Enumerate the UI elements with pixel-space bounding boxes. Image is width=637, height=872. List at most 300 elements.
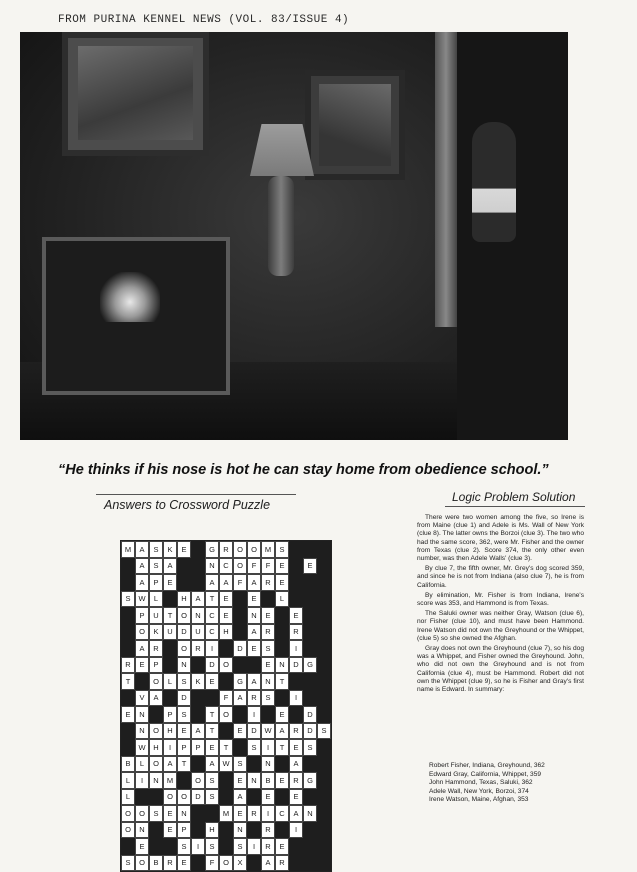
crossword-cell: O (135, 855, 149, 872)
crossword-black-cell (317, 756, 331, 773)
crossword-cell: A (135, 541, 149, 558)
crossword-black-cell (317, 607, 331, 624)
crossword-cell: E (303, 558, 317, 575)
crossword-cell: E (135, 657, 149, 674)
crossword-black-cell (303, 822, 317, 839)
crossword-cell: O (233, 541, 247, 558)
crossword-cell: A (135, 558, 149, 575)
crossword-cell: C (205, 624, 219, 641)
crossword-black-cell (121, 690, 135, 707)
crossword-black-cell (317, 657, 331, 674)
crossword-cell: M (219, 805, 233, 822)
crossword-cell: K (149, 624, 163, 641)
crossword-cell: E (261, 789, 275, 806)
logic-paragraph: There were two women among the five, so Irene is from Maine (clue 1) and Adele is Ms. Wall of New York (clue 8). The latter owns the Borzoi (clue 3). The two who had the same score, 362, were Mr. Fisher and the owner from Texas (clue 2). Score 374, the only other even number, was then Adele Walls' (clue 3). (417, 514, 584, 563)
crossword-cell: E (233, 723, 247, 740)
crossword-black-cell (205, 690, 219, 707)
crossword-cell: S (149, 558, 163, 575)
crossword-title: Answers to Crossword Puzzle (104, 498, 271, 512)
crossword-black-cell (317, 690, 331, 707)
crossword-cell: G (303, 772, 317, 789)
crossword-cell: E (275, 838, 289, 855)
crossword-black-cell (289, 541, 303, 558)
crossword-cell: A (275, 723, 289, 740)
crossword-cell: N (247, 607, 261, 624)
crossword-cell: E (275, 558, 289, 575)
crossword-black-cell (219, 640, 233, 657)
crossword-black-cell (303, 624, 317, 641)
logic-paragraph: Gray does not own the Greyhound (clue 7), so his dog was a Whippet, and Fisher owned the Greyhound. John, who did not own the Greyhound and is not from California (clue 4), must be Hammond. Robert did not own the Whippet (clue 9), so he is Fisher and Gray's first name is Edward. In summary: (417, 645, 584, 694)
crossword-cell: O (247, 541, 261, 558)
crossword-cell: M (121, 541, 135, 558)
crossword-cell: A (163, 558, 177, 575)
crossword-cell: D (289, 657, 303, 674)
crossword-black-cell (303, 574, 317, 591)
crossword-cell: S (149, 541, 163, 558)
crossword-cell: E (261, 607, 275, 624)
crossword-black-cell (219, 723, 233, 740)
crossword-black-cell (317, 640, 331, 657)
crossword-black-cell (303, 591, 317, 608)
crossword-black-cell (317, 772, 331, 789)
crossword-cell: E (219, 607, 233, 624)
crossword-cell: H (177, 591, 191, 608)
crossword-black-cell (121, 624, 135, 641)
crossword-black-cell (121, 739, 135, 756)
cartoon-caption: “He thinks if his nose is hot he can stay home from obedience school.” (58, 462, 549, 478)
crossword-cell: O (135, 624, 149, 641)
crossword-cell: O (149, 756, 163, 773)
crossword-black-cell (121, 723, 135, 740)
crossword-cell: S (303, 739, 317, 756)
crossword-cell: A (247, 574, 261, 591)
crossword-cell: E (205, 673, 219, 690)
crossword-black-cell (191, 558, 205, 575)
crossword-cell: L (163, 673, 177, 690)
crossword-black-cell (317, 838, 331, 855)
crossword-black-cell (303, 756, 317, 773)
crossword-black-cell (289, 855, 303, 872)
crossword-cell: R (163, 855, 177, 872)
crossword-black-cell (289, 673, 303, 690)
crossword-black-cell (191, 756, 205, 773)
crossword-cell: A (135, 640, 149, 657)
crossword-cell: E (275, 772, 289, 789)
crossword-black-cell (303, 855, 317, 872)
crossword-cell: O (219, 657, 233, 674)
crossword-cell: A (289, 756, 303, 773)
crossword-cell: O (149, 723, 163, 740)
crossword-cell: A (191, 591, 205, 608)
crossword-cell: W (135, 591, 149, 608)
crossword-cell: P (149, 657, 163, 674)
crossword-cell: K (191, 673, 205, 690)
crossword-cell: S (275, 541, 289, 558)
crossword-cell: R (289, 723, 303, 740)
crossword-cell: N (303, 805, 317, 822)
crossword-cell: T (275, 673, 289, 690)
lamp-base (268, 176, 294, 276)
crossword-cell: E (233, 805, 247, 822)
crossword-cell: A (261, 855, 275, 872)
crossword-cell: W (219, 756, 233, 773)
logic-title-rule (445, 506, 585, 507)
crossword-cell: N (135, 822, 149, 839)
crossword-black-cell (149, 822, 163, 839)
crossword-black-cell (135, 789, 149, 806)
crossword-cell: O (177, 607, 191, 624)
crossword-cell: L (121, 789, 135, 806)
crossword-cell: H (163, 723, 177, 740)
crossword-cell: N (135, 723, 149, 740)
crossword-cell: N (233, 822, 247, 839)
crossword-cell: A (163, 756, 177, 773)
crossword-cell: T (163, 607, 177, 624)
crossword-cell: O (135, 805, 149, 822)
crossword-cell: E (163, 805, 177, 822)
crossword-black-cell (275, 756, 289, 773)
crossword-cell: L (275, 591, 289, 608)
crossword-cell: R (261, 838, 275, 855)
crossword-cell: N (261, 756, 275, 773)
logic-paragraph: By clue 7, the fifth owner, Mr. Grey's dog scored 359, and since he is not from Indiana (also clue 7), he is from California. (417, 565, 584, 589)
crossword-cell: A (205, 574, 219, 591)
crossword-cell: L (135, 756, 149, 773)
crossword-black-cell (233, 706, 247, 723)
crossword-black-cell (317, 673, 331, 690)
crossword-black-cell (191, 690, 205, 707)
crossword-black-cell (121, 574, 135, 591)
crossword-cell: D (303, 706, 317, 723)
dog-figure (472, 122, 516, 242)
crossword-black-cell (303, 541, 317, 558)
crossword-cell: E (289, 607, 303, 624)
crossword-cell: R (191, 640, 205, 657)
crossword-cell: O (163, 789, 177, 806)
crossword-black-cell (233, 624, 247, 641)
crossword-cell: S (177, 838, 191, 855)
crossword-cell: H (219, 624, 233, 641)
summary-row: Irene Watson, Maine, Afghan, 353 (429, 796, 529, 804)
crossword-black-cell (149, 789, 163, 806)
crossword-black-cell (317, 855, 331, 872)
crossword-cell: H (149, 739, 163, 756)
crossword-cell: I (163, 739, 177, 756)
crossword-cell: E (219, 591, 233, 608)
crossword-black-cell (303, 673, 317, 690)
crossword-cell: I (191, 838, 205, 855)
fire-glow (100, 272, 160, 322)
crossword-cell: I (135, 772, 149, 789)
crossword-cell: V (135, 690, 149, 707)
summary-row: John Hammond, Texas, Saluki, 362 (429, 779, 533, 787)
crossword-cell: R (247, 690, 261, 707)
crossword-black-cell (317, 706, 331, 723)
crossword-cell: D (233, 640, 247, 657)
crossword-cell: A (247, 624, 261, 641)
crossword-cell: E (205, 739, 219, 756)
crossword-black-cell (275, 607, 289, 624)
crossword-cell: E (163, 822, 177, 839)
crossword-cell: L (121, 772, 135, 789)
crossword-cell: O (177, 789, 191, 806)
crossword-black-cell (303, 607, 317, 624)
crossword-cell: C (205, 607, 219, 624)
crossword-cell: S (149, 805, 163, 822)
logic-title: Logic Problem Solution (452, 490, 576, 504)
crossword-cell: N (275, 657, 289, 674)
crossword-black-cell (275, 690, 289, 707)
crossword-black-cell (261, 591, 275, 608)
crossword-cell: D (247, 723, 261, 740)
wall-painting-left (62, 32, 209, 156)
crossword-cell: D (177, 690, 191, 707)
crossword-black-cell (247, 822, 261, 839)
crossword-cell: N (191, 607, 205, 624)
crossword-cell: P (135, 607, 149, 624)
crossword-cell: W (135, 739, 149, 756)
crossword-cell: E (275, 706, 289, 723)
crossword-black-cell (121, 838, 135, 855)
crossword-grid (120, 540, 332, 872)
crossword-cell: D (191, 789, 205, 806)
crossword-cell: E (177, 855, 191, 872)
crossword-black-cell (177, 558, 191, 575)
crossword-cell: R (121, 657, 135, 674)
crossword-cell: A (191, 723, 205, 740)
crossword-black-cell (303, 690, 317, 707)
crossword-black-cell (121, 640, 135, 657)
crossword-cell: N (261, 673, 275, 690)
crossword-cell: E (121, 706, 135, 723)
crossword-black-cell (219, 772, 233, 789)
crossword-cell: C (219, 558, 233, 575)
crossword-cell: H (205, 822, 219, 839)
crossword-cell: E (261, 657, 275, 674)
crossword-black-cell (121, 558, 135, 575)
crossword-cell: I (261, 805, 275, 822)
crossword-black-cell (219, 838, 233, 855)
crossword-cell: M (261, 541, 275, 558)
crossword-cell: S (205, 789, 219, 806)
crossword-cell: E (177, 723, 191, 740)
crossword-black-cell (163, 657, 177, 674)
crossword-cell: T (121, 673, 135, 690)
crossword-cell: R (261, 574, 275, 591)
crossword-black-cell (191, 706, 205, 723)
crossword-cell: E (247, 591, 261, 608)
crossword-cell: A (233, 789, 247, 806)
crossword-cell: P (177, 739, 191, 756)
crossword-black-cell (219, 822, 233, 839)
crossword-cell: N (177, 805, 191, 822)
crossword-cell: O (219, 706, 233, 723)
crossword-black-cell (317, 624, 331, 641)
crossword-black-cell (303, 838, 317, 855)
crossword-cell: I (289, 822, 303, 839)
crossword-cell: O (191, 772, 205, 789)
crossword-cell: S (261, 690, 275, 707)
crossword-black-cell (303, 640, 317, 657)
crossword-cell: S (247, 739, 261, 756)
crossword-cell: S (121, 591, 135, 608)
crossword-black-cell (233, 739, 247, 756)
crossword-cell: F (205, 855, 219, 872)
crossword-cell: X (233, 855, 247, 872)
crossword-cell: L (149, 591, 163, 608)
crossword-cell: A (219, 574, 233, 591)
crossword-cell: T (177, 756, 191, 773)
crossword-cell: S (205, 772, 219, 789)
crossword-cell: B (121, 756, 135, 773)
crossword-black-cell (191, 805, 205, 822)
logic-summary (421, 762, 591, 805)
crossword-cell: P (191, 739, 205, 756)
crossword-black-cell (275, 624, 289, 641)
crossword-cell: A (135, 574, 149, 591)
crossword-black-cell (275, 822, 289, 839)
crossword-cell: S (261, 640, 275, 657)
door-frame (435, 32, 457, 327)
crossword-cell: T (205, 706, 219, 723)
crossword-black-cell (247, 855, 261, 872)
crossword-cell: O (121, 805, 135, 822)
crossword-black-cell (163, 838, 177, 855)
crossword-cell: P (163, 706, 177, 723)
crossword-cell: R (247, 805, 261, 822)
crossword-black-cell (191, 855, 205, 872)
crossword-black-cell (317, 822, 331, 839)
crossword-cell: R (289, 624, 303, 641)
crossword-cell: E (247, 640, 261, 657)
crossword-black-cell (135, 673, 149, 690)
wall-painting-right (305, 70, 405, 180)
crossword-black-cell (163, 640, 177, 657)
crossword-black-cell (191, 822, 205, 839)
crossword-black-cell (317, 541, 331, 558)
crossword-cell: D (303, 723, 317, 740)
crossword-cell: O (177, 640, 191, 657)
crossword-cell: A (233, 690, 247, 707)
summary-row: Adele Wall, New York, Borzoi, 374 (429, 787, 529, 795)
crossword-cell: W (261, 723, 275, 740)
crossword-cell: F (247, 558, 261, 575)
crossword-cell: C (275, 805, 289, 822)
crossword-cell: M (163, 772, 177, 789)
crossword-cell: S (233, 838, 247, 855)
crossword-black-cell (191, 541, 205, 558)
cartoon-photo (20, 32, 568, 440)
crossword-cell: U (149, 607, 163, 624)
crossword-black-cell (247, 756, 261, 773)
crossword-cell: S (317, 723, 331, 740)
crossword-cell: E (163, 574, 177, 591)
crossword-black-cell (303, 789, 317, 806)
crossword-cell: R (149, 640, 163, 657)
crossword-cell: T (219, 739, 233, 756)
crossword-cell: B (261, 772, 275, 789)
crossword-cell: I (247, 706, 261, 723)
crossword-black-cell (247, 789, 261, 806)
crossword-cell: R (289, 772, 303, 789)
crossword-black-cell (275, 789, 289, 806)
crossword-cell: T (205, 723, 219, 740)
crossword-cell: R (219, 541, 233, 558)
crossword-cell: N (149, 772, 163, 789)
crossword-black-cell (317, 591, 331, 608)
crossword-cell: T (205, 591, 219, 608)
crossword-black-cell (191, 657, 205, 674)
crossword-cell: A (247, 673, 261, 690)
crossword-black-cell (317, 558, 331, 575)
crossword-cell: O (121, 822, 135, 839)
crossword-black-cell (149, 706, 163, 723)
crossword-black-cell (163, 591, 177, 608)
crossword-cell: I (205, 640, 219, 657)
crossword-black-cell (219, 789, 233, 806)
crossword-black-cell (177, 772, 191, 789)
crossword-cell: F (233, 574, 247, 591)
crossword-black-cell (233, 591, 247, 608)
logic-paragraph: By elimination, Mr. Fisher is from Indiana, Irene's score was 353, and Hammond is from Texas. (417, 591, 584, 608)
crossword-cell: R (261, 624, 275, 641)
crossword-cell: A (149, 690, 163, 707)
crossword-cell: E (289, 789, 303, 806)
crossword-cell: I (261, 739, 275, 756)
crossword-cell: I (289, 640, 303, 657)
logic-paragraph: The Saluki owner was neither Gray, Watson (clue 6), nor Fisher (clue 10), and must have been Hammond. Irene Watson did not own the Greyhound or the Whippet, (clue 5) so she owned the Afghan. (417, 610, 584, 642)
crossword-black-cell (261, 706, 275, 723)
crossword-black-cell (191, 574, 205, 591)
crossword-black-cell (205, 805, 219, 822)
crossword-cell: R (275, 855, 289, 872)
crossword-cell: O (219, 855, 233, 872)
crossword-cell: S (233, 756, 247, 773)
crossword-cell: N (177, 657, 191, 674)
crossword-black-cell (289, 706, 303, 723)
crossword-cell: D (177, 624, 191, 641)
summary-row: Robert Fisher, Indiana, Greyhound, 362 (429, 762, 545, 769)
crossword-black-cell (289, 838, 303, 855)
crossword-black-cell (233, 657, 247, 674)
crossword-cell: P (177, 822, 191, 839)
crossword-black-cell (275, 640, 289, 657)
crossword-cell: R (261, 822, 275, 839)
crossword-black-cell (289, 558, 303, 575)
logic-solution-text (417, 514, 584, 696)
crossword-black-cell (149, 838, 163, 855)
crossword-cell: E (233, 772, 247, 789)
crossword-cell: O (233, 558, 247, 575)
crossword-title-rule (96, 494, 296, 495)
page-header: FROM PURINA KENNEL NEWS (VOL. 83/ISSUE 4) (58, 14, 350, 26)
crossword-black-cell (247, 657, 261, 674)
crossword-black-cell (233, 607, 247, 624)
crossword-cell: S (205, 838, 219, 855)
crossword-black-cell (317, 574, 331, 591)
crossword-black-cell (317, 739, 331, 756)
crossword-cell: D (205, 657, 219, 674)
crossword-cell: G (205, 541, 219, 558)
crossword-cell: E (289, 739, 303, 756)
crossword-cell: U (163, 624, 177, 641)
crossword-cell: E (275, 574, 289, 591)
crossword-cell: A (205, 756, 219, 773)
crossword-black-cell (317, 805, 331, 822)
crossword-black-cell (177, 574, 191, 591)
crossword-cell: F (219, 690, 233, 707)
crossword-cell: B (149, 855, 163, 872)
